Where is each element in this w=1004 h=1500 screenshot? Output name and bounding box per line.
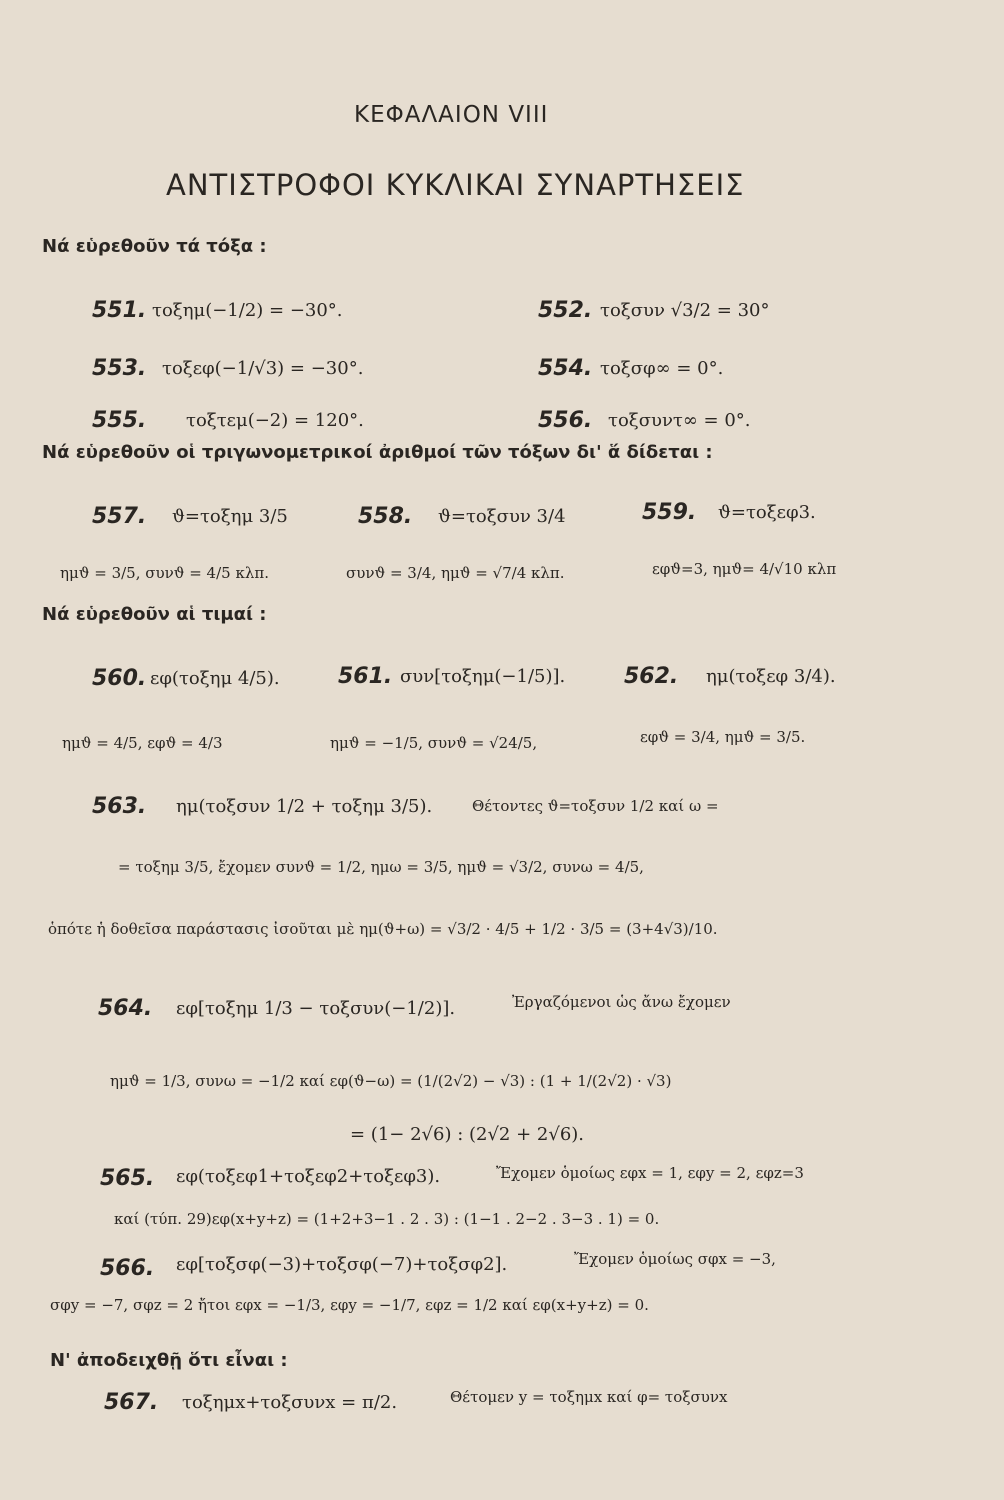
problem-expression-555: τοξτεμ(−2) = 120°. xyxy=(186,410,364,431)
problem-number-559: 559. xyxy=(642,500,697,525)
problem-number-557: 557. xyxy=(92,504,147,529)
solution-560: ημϑ = 4/5, εφϑ = 4/3 xyxy=(62,734,223,752)
derivation-564-line-2: = (1− 2√6) : (2√2 + 2√6). xyxy=(350,1124,585,1145)
problem-expression-563: ημ(τοξσυν 1/2 + τοξημ 3/5). xyxy=(176,796,433,817)
problem-expression-554: τοξσφ∞ = 0°. xyxy=(600,358,724,379)
problem-number-555: 555. xyxy=(92,408,147,433)
problem-number-552: 552. xyxy=(538,298,593,323)
derivation-566: σφy = −7, σφz = 2 ἤτοι εφx = −1/3, εφy = −1/7, εφz = 1/2 καί εφ(x+y+z) = 0. xyxy=(50,1296,649,1314)
solution-558: συνϑ = 3/4, ημϑ = √7/4 κλπ. xyxy=(346,564,565,582)
problem-number-564: 564. xyxy=(98,996,153,1021)
problem-number-561: 561. xyxy=(338,664,393,689)
problem-expression-559: ϑ=τοξεφ3. xyxy=(718,502,816,523)
solution-557: ημϑ = 3/5, συνϑ = 4/5 κλπ. xyxy=(60,564,269,582)
problem-expression-564: εφ[τοξημ 1/3 − τοξσυν(−1/2)]. xyxy=(176,998,456,1019)
problem-expression-553: τοξεφ(−1/√3) = −30°. xyxy=(162,358,364,379)
section-find-values: Νά εὑρεθοῦν αἱ τιμαί : xyxy=(42,604,267,625)
problem-expression-566: εφ[τοξσφ(−3)+τοξσφ(−7)+τοξσφ2]. xyxy=(176,1254,508,1275)
problem-expression-560: εφ(τοξημ 4/5). xyxy=(150,668,280,689)
derivation-564-line-1: ημϑ = 1/3, συνω = −1/2 καί εφ(ϑ−ω) = (1/(2√2) − √3) : (1 + 1/(2√2) · √3) xyxy=(110,1072,672,1090)
problem-number-567: 567. xyxy=(104,1390,159,1415)
problem-number-562: 562. xyxy=(624,664,679,689)
problem-expression-562: ημ(τοξεφ 3/4). xyxy=(706,666,836,687)
problem-number-566: 566. xyxy=(100,1256,155,1281)
problem-number-558: 558. xyxy=(358,504,413,529)
problem-expression-551: τοξημ(−1/2) = −30°. xyxy=(152,300,343,321)
problem-number-551: 551. xyxy=(92,298,147,323)
problem-number-556: 556. xyxy=(538,408,593,433)
problem-number-563: 563. xyxy=(92,794,147,819)
problem-number-554: 554. xyxy=(538,356,593,381)
chapter-heading: ΚΕΦΑΛΑΙΟΝ VIII xyxy=(354,102,549,128)
derivation-565: καί (τύπ. 29)εφ(x+y+z) = (1+2+3−1 . 2 . 3) : (1−1 . 2−2 . 3−3 . 1) = 0. xyxy=(114,1210,660,1228)
note-566: Ἔχομεν ὁμοίως σφx = −3, xyxy=(574,1250,776,1268)
note-565: Ἔχομεν ὁμοίως εφx = 1, εφy = 2, εφz=3 xyxy=(496,1164,804,1182)
chapter-title: ΑΝΤΙΣΤΡΟΦΟΙ ΚΥΚΛΙΚΑΙ ΣΥΝΑΡΤΗΣΕΙΣ xyxy=(166,168,745,202)
problem-expression-556: τοξσυντ∞ = 0°. xyxy=(608,410,751,431)
problem-expression-552: τοξσυν √3/2 = 30° xyxy=(600,300,770,321)
problem-number-565: 565. xyxy=(100,1166,155,1191)
note-564: Ἐργαζόμενοι ὡς ἄνω ἔχομεν xyxy=(512,993,731,1011)
section-prove: Ν' ἀποδειχθῇ ὅτι εἶναι : xyxy=(50,1350,288,1371)
problem-expression-558: ϑ=τοξσυν 3/4 xyxy=(438,506,566,527)
solution-562: εφϑ = 3/4, ημϑ = 3/5. xyxy=(640,728,806,746)
solution-559: εφϑ=3, ημϑ= 4/√10 κλπ xyxy=(652,560,837,578)
solution-561: ημϑ = −1/5, συνϑ = √24/5, xyxy=(330,734,538,752)
problem-number-553: 553. xyxy=(92,356,147,381)
note-563: Θέτοντες ϑ=τοξσυν 1/2 καί ω = xyxy=(472,797,719,815)
problem-expression-567: τοξημx+τοξσυνx = π/2. xyxy=(182,1392,398,1413)
problem-expression-561: συν[τοξημ(−1/5)]. xyxy=(400,666,566,687)
derivation-563-line-1: = τοξημ 3/5, ἔχομεν συνϑ = 1/2, ημω = 3/5, ημϑ = √3/2, συνω = 4/5, xyxy=(118,858,644,876)
section-find-numbers: Νά εὑρεθοῦν οἱ τριγωνομετρικοί ἀριθμοί τῶν τόξων δι' ἅ δίδεται : xyxy=(42,442,713,463)
section-find-arcs: Νά εὑρεθοῦν τά τόξα : xyxy=(42,236,267,257)
derivation-563-line-2: ὁπότε ἡ δοθεῖσα παράστασις ἰσοῦται μὲ ημ(ϑ+ω) = √3/2 · 4/5 + 1/2 · 3/5 = (3+4√3)/10. xyxy=(48,920,718,938)
problem-expression-557: ϑ=τοξημ 3/5 xyxy=(172,506,288,527)
problem-expression-565: εφ(τοξεφ1+τοξεφ2+τοξεφ3). xyxy=(176,1166,441,1187)
problem-number-560: 560. xyxy=(92,666,147,691)
note-567: Θέτομεν y = τοξημx καί φ= τοξσυνx xyxy=(450,1388,728,1406)
